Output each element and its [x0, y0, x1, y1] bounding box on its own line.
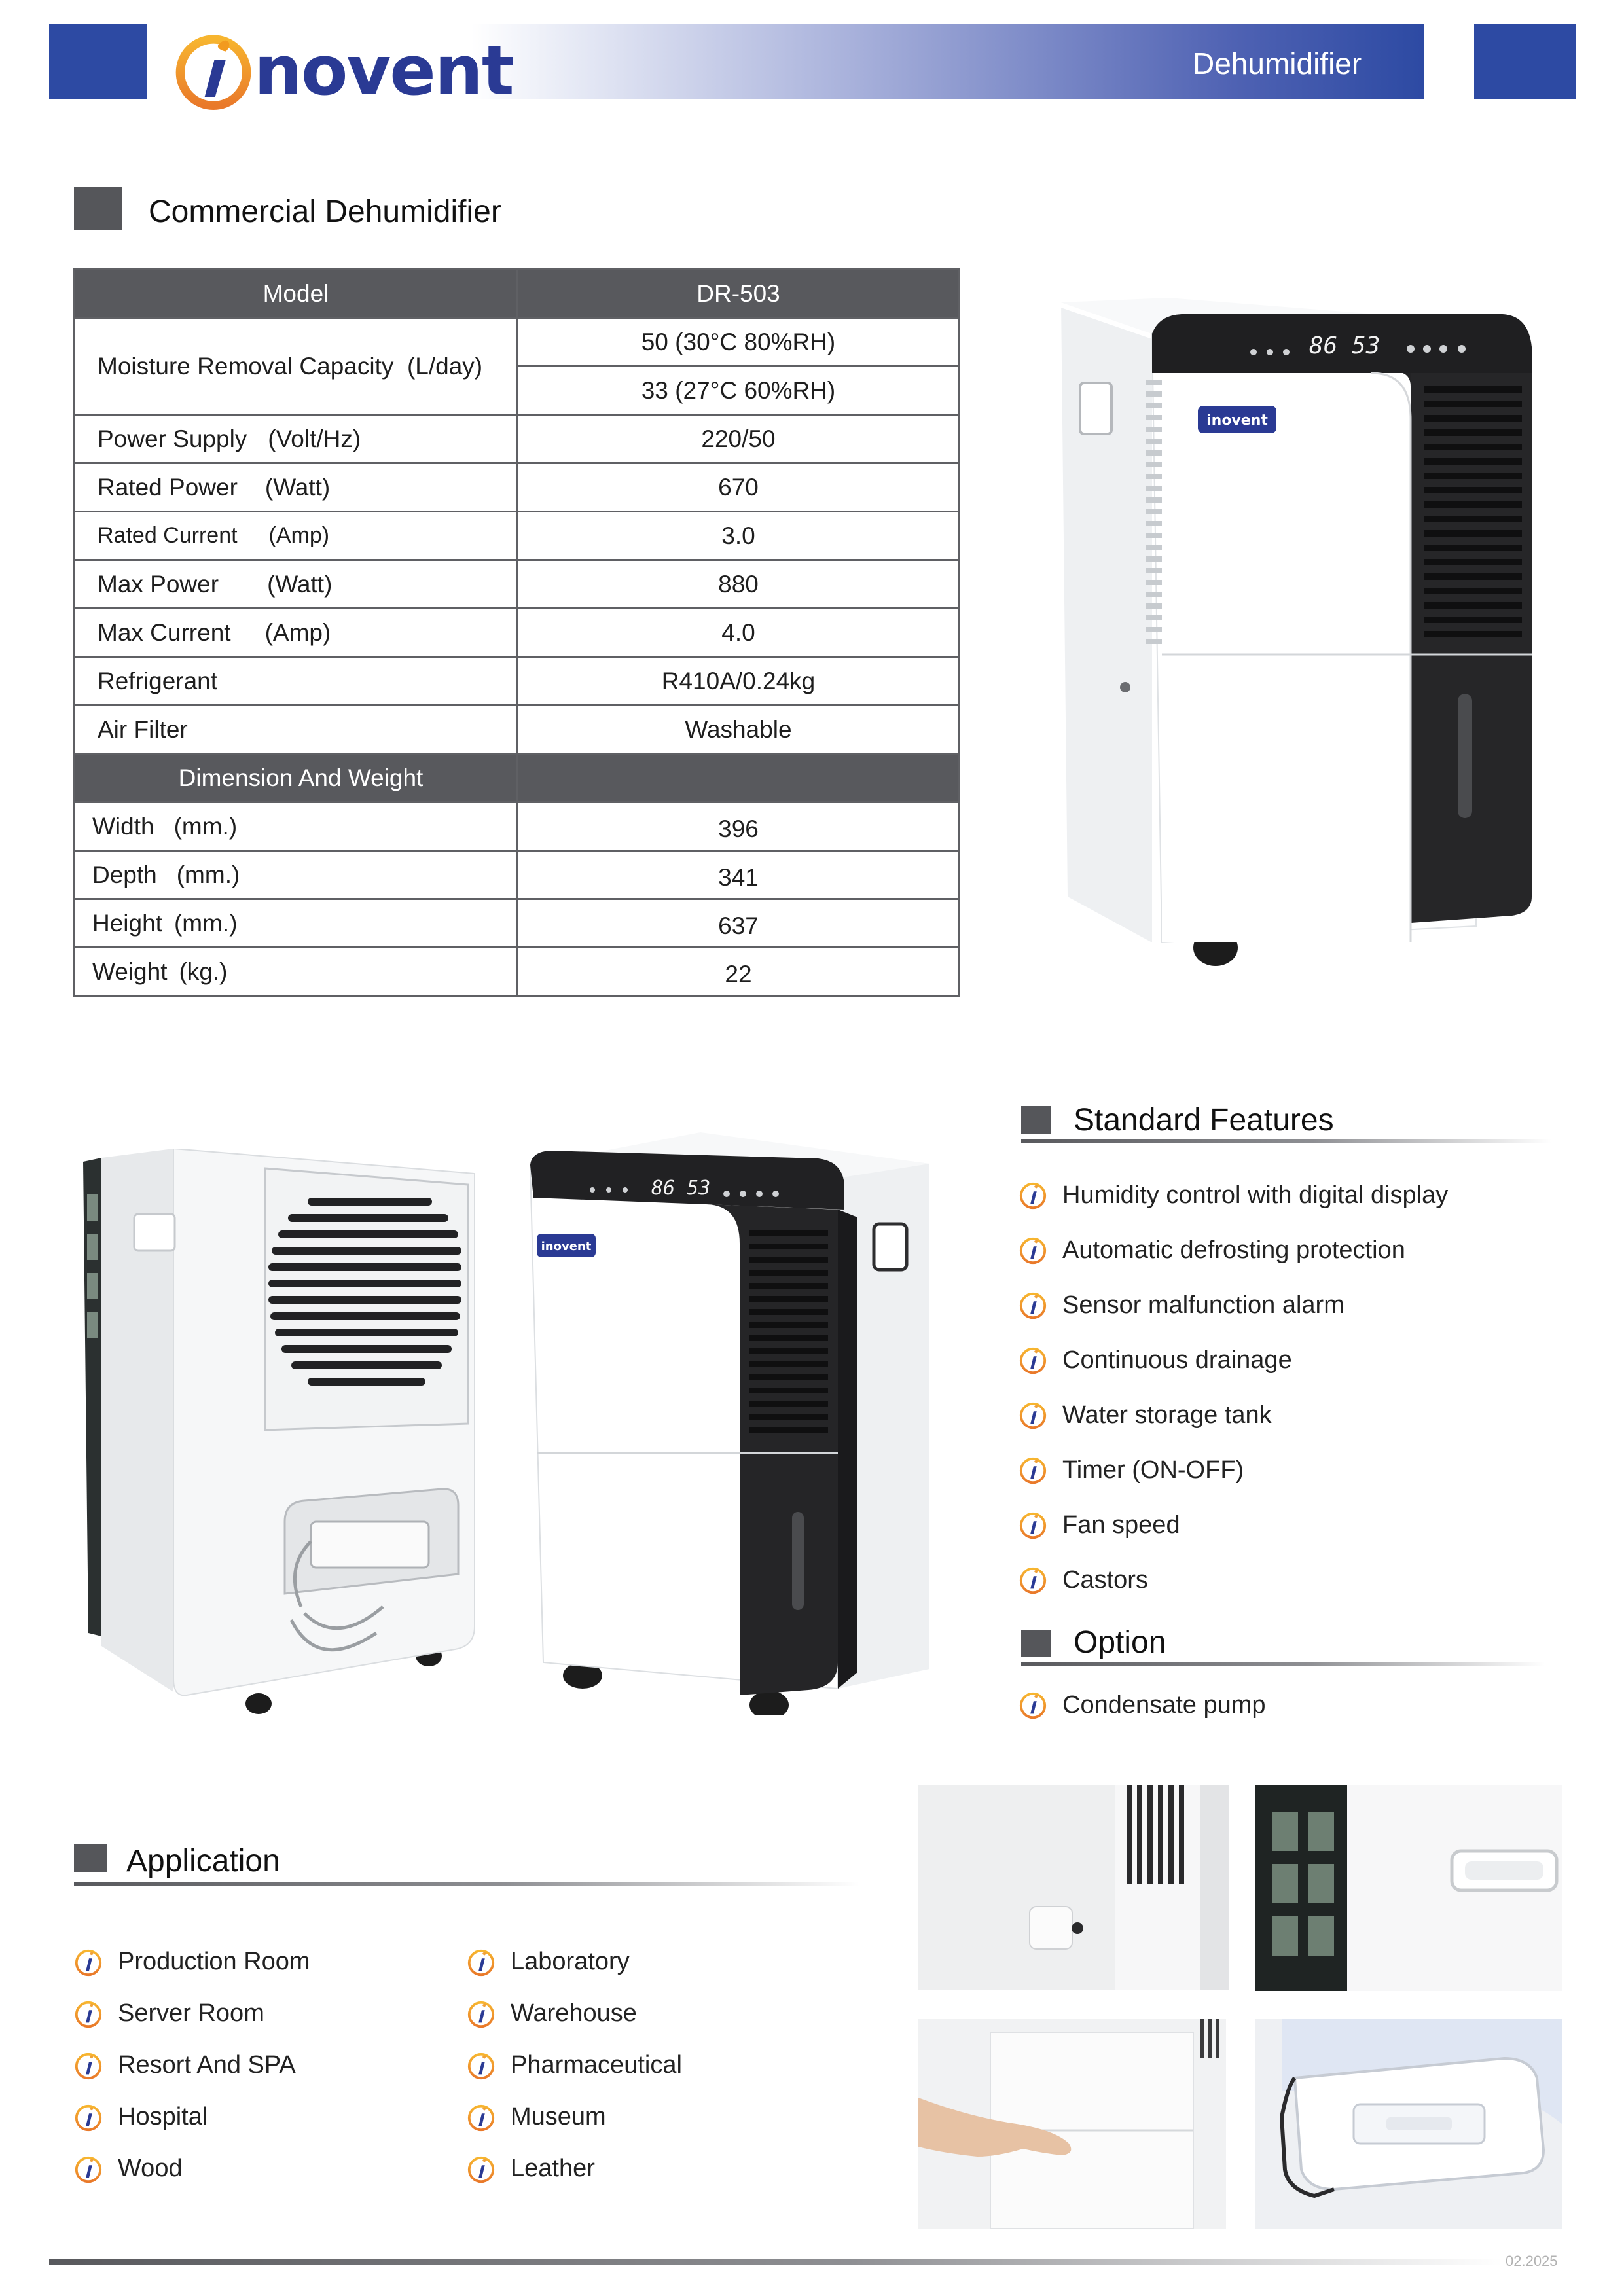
info-i-icon	[73, 2051, 103, 2081]
product-title: Commercial Dehumidifier	[149, 194, 501, 229]
row-value: Washable	[518, 706, 960, 754]
row-value: 637	[518, 899, 960, 948]
info-i-icon	[466, 1947, 496, 1977]
header-left-block	[49, 24, 147, 99]
info-i-icon	[73, 1947, 103, 1977]
info-i-icon	[73, 2154, 103, 2184]
info-i-icon	[1018, 1400, 1048, 1430]
list-item: Fan speed	[1018, 1498, 1448, 1552]
moisture-label-cell	[75, 318, 518, 415]
row-label: Power Supply	[98, 425, 247, 452]
list-item: Castors	[1018, 1552, 1448, 1607]
moisture-label: Moisture Removal Capacity	[98, 352, 394, 380]
list-item: Pharmaceutical	[466, 2039, 682, 2091]
row-value: 4.0	[518, 609, 960, 657]
info-i-icon	[1018, 1455, 1048, 1485]
row-label: Height	[92, 909, 162, 937]
application-underline	[74, 1882, 859, 1886]
list-item: Laboratory	[466, 1936, 682, 1988]
row-value: R410A/0.24kg	[518, 657, 960, 706]
row-unit: (Amp)	[268, 523, 330, 548]
row-label: Weight	[92, 958, 168, 985]
table-row	[75, 512, 960, 560]
info-i-icon	[1018, 1290, 1048, 1320]
svg-text:inovent: inovent	[1206, 412, 1268, 429]
list-item: Timer (ON-OFF)	[1018, 1443, 1448, 1498]
moisture-value-1: 50 (30°C 80%RH)	[518, 318, 960, 367]
svg-text:inovent: inovent	[541, 1240, 592, 1253]
info-i-icon	[466, 1999, 496, 2029]
info-i-icon	[1018, 1345, 1048, 1375]
footer-line	[49, 2259, 1502, 2265]
logo-wordmark-visual: novent	[254, 31, 513, 111]
row-unit: (Watt)	[264, 473, 331, 501]
dimension-header-blank	[518, 754, 960, 802]
standard-features-title: Standard Features	[1074, 1103, 1334, 1138]
row-label: Max Current	[98, 619, 231, 646]
product-image-main	[1044, 288, 1548, 982]
table-row	[75, 754, 960, 802]
table-row	[75, 318, 960, 367]
logo-i-icon	[171, 29, 255, 113]
moisture-value-2: 33 (27°C 60%RH)	[518, 367, 960, 415]
table-row	[75, 802, 960, 851]
list-item: Hospital	[73, 2091, 310, 2143]
row-unit: (mm.)	[176, 861, 240, 888]
info-i-icon	[1018, 1690, 1048, 1720]
model-header: Model	[75, 270, 518, 318]
svg-text:86 53: 86 53	[1309, 332, 1380, 359]
info-i-icon	[73, 1999, 103, 2029]
list-item: Resort And SPA	[73, 2039, 310, 2091]
list-item: Leather	[466, 2143, 682, 2195]
row-label: Rated Current	[98, 523, 238, 548]
option-underline	[1021, 1662, 1545, 1666]
section-marker-square	[1021, 1106, 1051, 1134]
row-unit: (Volt/Hz)	[268, 425, 361, 452]
row-label: Air Filter	[98, 715, 188, 743]
section-marker-square	[74, 187, 122, 230]
row-unit: (mm.)	[173, 812, 238, 840]
table-row	[75, 463, 960, 512]
standard-features-list	[1018, 1168, 1448, 1607]
table-row	[75, 560, 960, 609]
model-value: DR-503	[518, 270, 960, 318]
list-item: Wood	[73, 2143, 310, 2195]
info-i-icon	[1018, 1180, 1048, 1210]
list-item: Condensate pump	[1018, 1685, 1266, 1725]
row-value: 341	[518, 851, 960, 899]
detail-photo-hand	[918, 2019, 1226, 2229]
list-item: Sensor malfunction alarm	[1018, 1278, 1448, 1333]
row-unit: (kg.)	[179, 958, 228, 985]
info-i-icon	[73, 2102, 103, 2132]
detail-photo-drain	[918, 1785, 1229, 1990]
table-row	[75, 609, 960, 657]
table-row	[75, 415, 960, 463]
table-row	[75, 948, 960, 996]
row-label: Width	[92, 812, 154, 840]
list-item: Server Room	[73, 1988, 310, 2039]
info-i-icon	[466, 2051, 496, 2081]
detail-photo-handle	[1255, 1785, 1562, 1991]
dimension-header: Dimension And Weight	[75, 754, 518, 802]
list-item: Continuous drainage	[1018, 1333, 1448, 1388]
svg-text:86 53: 86 53	[651, 1177, 711, 1200]
info-i-icon	[1018, 1510, 1048, 1540]
table-row	[75, 657, 960, 706]
row-unit: (Amp)	[264, 619, 331, 646]
header-category: Dehumidifier	[1193, 46, 1362, 81]
row-value: 3.0	[518, 512, 960, 560]
application-list-right	[466, 1936, 682, 2195]
list-item: Production Room	[73, 1936, 310, 1988]
row-value: 22	[518, 948, 960, 996]
list-item: Automatic defrosting protection	[1018, 1223, 1448, 1278]
row-label: Max Power	[98, 570, 219, 598]
table-row	[75, 899, 960, 948]
table-row	[75, 270, 960, 318]
product-image-back	[75, 1149, 481, 1725]
section-marker-square	[1021, 1630, 1051, 1657]
row-value: 220/50	[518, 415, 960, 463]
table-row	[75, 851, 960, 899]
row-value: 670	[518, 463, 960, 512]
info-i-icon	[1018, 1565, 1048, 1595]
info-i-icon	[466, 2102, 496, 2132]
list-item: Humidity control with digital display	[1018, 1168, 1448, 1223]
detail-photo-tank	[1255, 2019, 1562, 2229]
table-row	[75, 706, 960, 754]
option-title: Option	[1074, 1625, 1166, 1660]
info-i-icon	[1018, 1235, 1048, 1265]
brand-logo[interactable]	[171, 18, 513, 111]
footer-date: 02.2025	[1506, 2253, 1558, 2269]
section-marker-square	[74, 1844, 107, 1872]
spec-table	[73, 268, 960, 997]
list-item: Warehouse	[466, 1988, 682, 2039]
row-unit: (Watt)	[267, 570, 333, 598]
row-label: Refrigerant	[98, 667, 218, 694]
row-label: Rated Power	[98, 473, 238, 501]
application-list-left	[73, 1936, 310, 2195]
product-image-front	[517, 1126, 936, 1715]
row-unit: (mm.)	[173, 909, 238, 937]
row-value: 396	[518, 802, 960, 851]
info-i-icon	[466, 2154, 496, 2184]
list-item: Museum	[466, 2091, 682, 2143]
application-title: Application	[126, 1844, 280, 1878]
list-item: Water storage tank	[1018, 1388, 1448, 1443]
header-right-block	[1474, 24, 1576, 99]
row-value: 880	[518, 560, 960, 609]
moisture-unit: (L/day)	[406, 352, 483, 380]
row-label: Depth	[92, 861, 157, 888]
standard-features-underline	[1021, 1139, 1551, 1143]
